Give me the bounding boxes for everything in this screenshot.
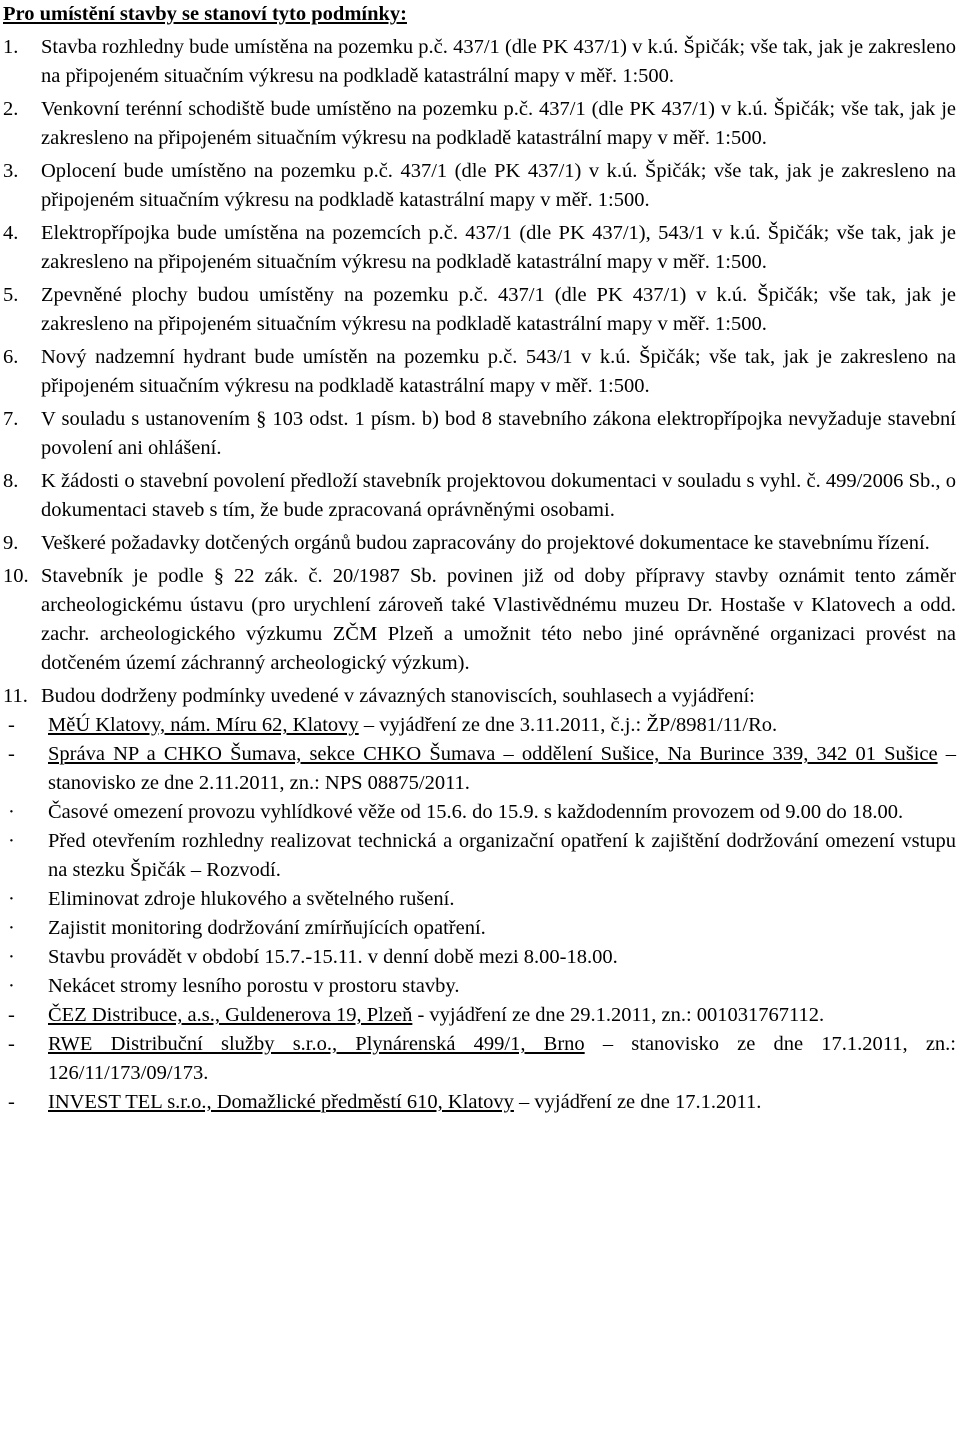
condition-item [3, 33, 956, 91]
chko-bullet [3, 914, 956, 943]
condition-number: 6. [3, 346, 19, 368]
condition-number: 9. [3, 532, 19, 554]
condition-number: 1. [3, 36, 19, 58]
conditions-list [3, 33, 956, 711]
condition-number: 7. [3, 408, 19, 430]
condition-item [3, 157, 956, 215]
condition-number: 11. [3, 685, 28, 707]
condition-item [3, 343, 956, 401]
condition-item [3, 281, 956, 339]
bullet-marker: · [8, 801, 15, 823]
conditions-heading: Pro umístění stavby se stanoví tyto podmínky: [3, 3, 407, 25]
chko-bullet [3, 943, 956, 972]
statement-detail: – vyjádření ze dne 17.1.2011. [513, 1091, 762, 1113]
dash-marker: - [8, 714, 15, 736]
condition-number: 2. [3, 98, 19, 120]
condition-text: Elektropřípojka bude umístěna na pozemcích p.č. 437/1 (dle PK 437/1), 543/1 v k.ú. Špičák; vše tak, jak je zakresleno na připojeném situačním výkresu na podkladě katastrální mapy v měř. 1:500. [41, 222, 956, 273]
condition-number: 3. [3, 160, 19, 182]
condition-number: 8. [3, 470, 19, 492]
condition-item [3, 405, 956, 463]
statement-detail: – vyjádření ze dne 3.11.2011, č.j.: ŽP/8981/11/Ro. [358, 714, 778, 736]
statement-detail: – stanovisko ze dne 17.1.2011, zn.: 126/11/173/09/173. [48, 1033, 956, 1084]
condition-text: Veškeré požadavky dotčených orgánů budou zapracovány do projektové dokumentace ke stavebnímu řízení. [41, 532, 930, 554]
bullet-text: Zajistit monitoring dodržování zmírňujících opatření. [48, 917, 486, 939]
chko-bullet [3, 827, 956, 885]
condition-number: 10. [3, 565, 29, 587]
bullet-marker: · [8, 888, 15, 910]
chko-bullet [3, 885, 956, 914]
condition-text: Zpevněné plochy budou umístěny na pozemku p.č. 437/1 (dle PK 437/1) v k.ú. Špičák; vše tak, jak je zakresleno na připojeném situačním výkresu na podkladě katastrální mapy v měř. 1:500. [41, 284, 956, 335]
bullet-text: Časové omezení provozu vyhlídkové věže od 15.6. do 15.9. s každodenním provozem od 9.00 do 18.00. [48, 801, 904, 823]
bullet-marker: · [8, 946, 15, 968]
bullet-text: Před otevřením rozhledny realizovat technická a organizační opatření k zajištění dodržování omezení vstupu na stezku Špičák – Rozvodí. [48, 830, 956, 881]
statement-cez [3, 1001, 956, 1030]
dash-marker: - [8, 743, 15, 765]
authority-name: ČEZ Distribuce, a.s., Guldenerova 19, Plzeň [48, 1004, 413, 1026]
bullet-marker: · [8, 830, 15, 852]
condition-item [3, 682, 956, 711]
statement-chko [3, 740, 956, 798]
authority-name: INVEST TEL s.r.o., Domažlické předměstí 610, Klatovy [48, 1091, 514, 1113]
bullet-marker: · [8, 917, 15, 939]
condition-item [3, 562, 956, 678]
authority-name: MěÚ Klatovy, nám. Míru 62, Klatovy [48, 714, 359, 736]
condition-text: Stavebník je podle § 22 zák. č. 20/1987 Sb. povinen již od doby přípravy stavby oznámit tento záměr archeologickému ústavu (pro urychlení zároveň také Vlastivědnému muzeu Dr. Hostaše v Klatovech a odd. zachr. archeologického výzkumu ZČM Plzeň a umožnit této nebo jiné oprávněné organizaci provést na dotčeném území záchranný archeologický výzkum). [41, 565, 956, 674]
condition-text: K žádosti o stavební povolení předloží stavebník projektovou dokumentaci v souladu s vyhl. č. 499/2006 Sb., o dokumentaci staveb s tím, že bude zpracovaná oprávněnými osobami. [41, 470, 956, 521]
bullet-marker: · [8, 975, 15, 997]
condition-text: Stavba rozhledny bude umístěna na pozemku p.č. 437/1 (dle PK 437/1) v k.ú. Špičák; vše tak, jak je zakresleno na připojeném situačním výkresu na podkladě katastrální mapy v měř. 1:500. [41, 36, 956, 87]
chko-bullet [3, 972, 956, 1001]
statement-klatovy [3, 711, 956, 740]
statement-invest [3, 1088, 956, 1117]
statement-rwe [3, 1030, 956, 1088]
condition-number: 4. [3, 222, 19, 244]
condition-item [3, 529, 956, 558]
condition-text: Venkovní terénní schodiště bude umístěno na pozemku p.č. 437/1 (dle PK 437/1) v k.ú. Špičák; vše tak, jak je zakresleno na připojeném situačním výkresu na podkladě katastrální mapy v měř. 1:500. [41, 98, 956, 149]
bullet-text: Eliminovat zdroje hlukového a světelného rušení. [48, 888, 455, 910]
bullet-text: Stavbu provádět v období 15.7.-15.11. v denní době mezi 8.00-18.00. [48, 946, 618, 968]
authority-name: Správa NP a CHKO Šumava, sekce CHKO Šumava – oddělení Sušice, Na Burince 339, 342 01 Sušice [48, 743, 938, 765]
bullet-text: Nekácet stromy lesního porostu v prostoru stavby. [48, 975, 460, 997]
condition-text: Nový nadzemní hydrant bude umístěn na pozemku p.č. 543/1 v k.ú. Špičák; vše tak, jak je zakresleno na připojeném situačním výkresu na podkladě katastrální mapy v měř. 1:500. [41, 346, 956, 397]
condition-item [3, 95, 956, 153]
statement-detail: - vyjádření ze dne 29.1.2011, zn.: 001031767112. [412, 1004, 825, 1026]
condition-item [3, 467, 956, 525]
dash-marker: - [8, 1091, 15, 1113]
condition-text: Oplocení bude umístěno na pozemku p.č. 437/1 (dle PK 437/1) v k.ú. Špičák; vše tak, jak je zakresleno na připojeném situačním výkresu na podkladě katastrální mapy v měř. 1:500. [41, 160, 956, 211]
dash-marker: - [8, 1004, 15, 1026]
authority-name: RWE Distribuční služby s.r.o., Plynárenská 499/1, Brno [48, 1033, 585, 1055]
chko-bullet [3, 798, 956, 827]
condition-text: V souladu s ustanovením § 103 odst. 1 písm. b) bod 8 stavebního zákona elektropřípojka nevyžaduje stavební povolení ani ohlášení. [41, 408, 956, 459]
condition-item [3, 219, 956, 277]
dash-marker: - [8, 1033, 15, 1055]
statements-list [3, 711, 956, 1117]
statement-detail: – stanovisko ze dne 2.11.2011, zn.: NPS 08875/2011. [48, 743, 957, 794]
condition-text: Budou dodrženy podmínky uvedené v závazných stanoviscích, souhlasech a vyjádření: [41, 685, 755, 707]
condition-number: 5. [3, 284, 19, 306]
